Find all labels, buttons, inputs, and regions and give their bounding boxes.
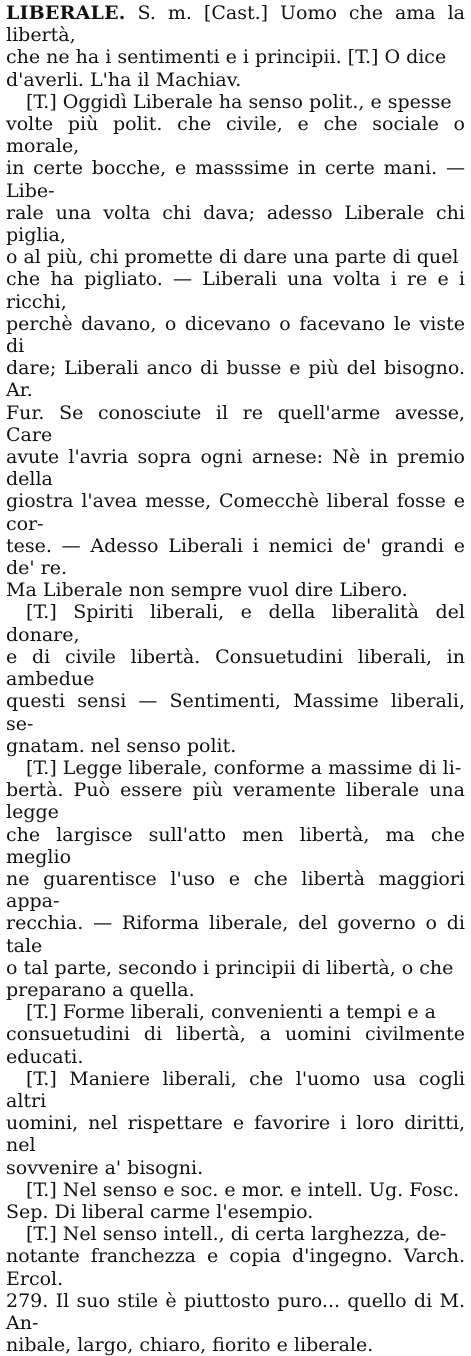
entry-line: notante franchezza e copia d'ingegno. Varch. Ercol. [6, 1245, 465, 1290]
entry-headword: LIBERALE. [6, 2, 126, 24]
entry-line: che largisce sull'atto men libertà, ma che meglio [6, 823, 465, 868]
entry-line: che ha pigliato. — Liberali una volta i re e i ricchi, [6, 268, 465, 313]
entry-line: avute l'avria sopra ogni arnese: Nè in premio della [6, 446, 465, 491]
entry-line: tese. — Adesso Liberali i nemici de' grandi e de' re. [6, 534, 465, 580]
entry-line: 279. Il suo stile è piuttosto puro... quello di M. An- [6, 1289, 465, 1334]
entry-line: gnatam. nel senso polit. [6, 734, 237, 757]
entry-line: dare; Liberali anco di busse e più del bisogno. Ar. [6, 357, 465, 402]
entry-paragraph-p6 [6, 1068, 465, 1179]
entry-line: o tal parte, secondo i principii di libertà, o che [6, 956, 454, 979]
entry-line: [T.] Oggidì Liberale ha senso polit., e spesse [26, 90, 452, 113]
entry-paragraph-p7 [6, 1179, 465, 1223]
entry-line: [T.] Nel senso e soc. e mor. e intell. Ug. Fosc. [26, 1178, 460, 1201]
entry-line: LIBERALE. S. m. [Cast.] Uomo che ama la libertà, [6, 2, 465, 47]
entry-paragraph-p3 [6, 601, 465, 756]
entry-line: [T.] Forme liberali, convenienti a tempi e a [26, 1001, 436, 1024]
entry-line: Fur. Se conosciute il re quell'arme avesse, Care [6, 401, 465, 446]
entry-paragraph-p8 [6, 1223, 465, 1356]
entry-line: giostra l'avea messe, Comecchè liberal fosse e cor- [6, 490, 465, 535]
entry-line: [T.] Nel senso intell., di certa larghezza, de- [26, 1223, 447, 1246]
entry-line: uomini, nel rispettare e favorire i loro diritti, nel [6, 1112, 465, 1157]
entry-line: volte più polit. che civile, e che sociale o morale, [6, 113, 465, 158]
entry-line: questi sensi — Sentimenti, Massime liberali, se- [6, 690, 465, 735]
entry-line: rale una volta chi dava; adesso Liberale chi piglia, [6, 201, 465, 247]
entry-line: e di civile libertà. Consuetudini liberali, in ambedue [6, 645, 465, 691]
entry-paragraph-p2 [6, 91, 465, 602]
entry-line: Sep. Di liberal carme l'esempio. [6, 1200, 314, 1223]
entry-line: [T.] Spiriti liberali, e della liberalità del donare, [6, 601, 465, 646]
entry-line: preparano a quella. [6, 978, 195, 1001]
entry-line: consuetudini di libertà, a uomini civilmente educati. [6, 1023, 465, 1068]
entry-paragraph-p5 [6, 1001, 465, 1068]
entry-paragraph-p4 [6, 757, 465, 1001]
entry-line: in certe bocche, e masssime in certe mani. — Libe- [6, 157, 465, 202]
entry-line: o al più, chi promette di dare una parte di quel [6, 246, 459, 269]
entry-line: nibale, largo, chiaro, fiorito e liberale. [6, 1334, 374, 1356]
entry-line: bertà. Può essere più veramente liberale una legge [6, 779, 465, 824]
entry-line: [T.] Legge liberale, conforme a massime di li- [26, 756, 462, 779]
entry-line: recchia. — Riforma liberale, del governo o di tale [6, 912, 465, 957]
entry-line: d'averli. L'ha il Machiav. [6, 68, 242, 91]
entry-line: Ma Liberale non sempre vuol dire Libero. [6, 579, 408, 602]
entry-line: che ne ha i sentimenti e i principii. [T.] O dice [6, 46, 447, 69]
dictionary-entry-liberale [6, 2, 465, 1356]
entry-line: sovvenire a' bisogni. [6, 1156, 204, 1179]
entry-line: ne guarentisce l'uso e che libertà maggiori appa- [6, 867, 465, 913]
entry-line: [T.] Maniere liberali, che l'uomo usa cogli altri [6, 1067, 465, 1112]
entry-line: perchè davano, o dicevano o facevano le viste di [6, 312, 465, 358]
entry-paragraph-p1 [6, 2, 465, 91]
